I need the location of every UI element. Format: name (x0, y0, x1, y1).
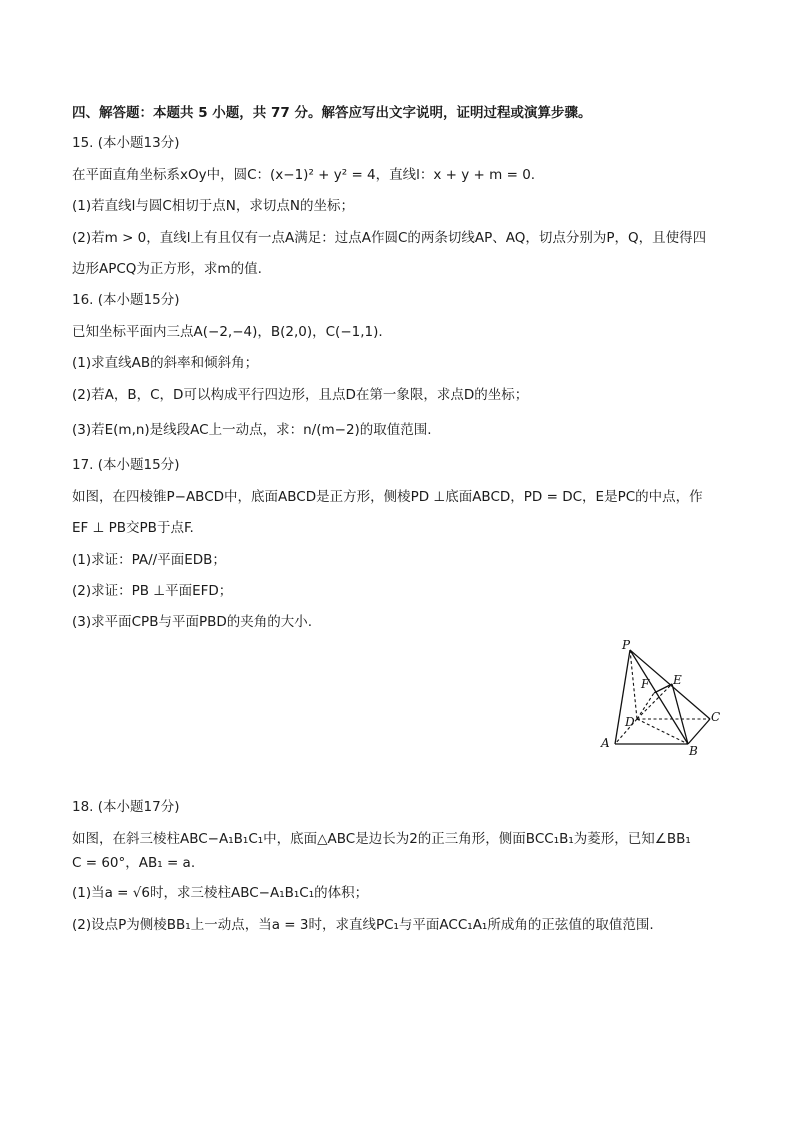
q15-part2-line1: (2)若m > 0，直线l上有且仅有一点A满足：过点A作圆C的两条切线AP、AQ，切点分别为P，Q，且使得四 (72, 230, 707, 246)
label-P: P (622, 638, 631, 652)
q15-header: 15. (本小题13分) (72, 135, 180, 151)
q17-stem-line2: EF ⊥ PB交PB于点F. (72, 520, 194, 536)
edge-EF (654, 684, 672, 693)
edge-PA (615, 650, 630, 744)
label-F: F (641, 677, 650, 691)
q15-stem: 在平面直角坐标系xOy中，圆C：(x−1)² + y² = 4，直线l：x + y + m = 0. (72, 167, 536, 183)
q17-part3: (3)求平面CPB与平面PBD的夹角的大小. (72, 614, 313, 630)
edge-DF (637, 693, 654, 719)
label-B: B (689, 744, 698, 758)
q16-part3: (3)若E(m,n)是线段AC上一动点，求：n/(m−2)的取值范围. (72, 422, 432, 438)
q16-part1: (1)求直线AB的斜率和倾斜角； (72, 355, 259, 371)
q17-part2: (2)求证：PB ⊥平面EFD； (72, 583, 233, 599)
edge-BC (688, 719, 710, 744)
q16-stem: 已知坐标平面内三点A(−2,−4)，B(2,0)，C(−1,1). (72, 324, 383, 340)
q18-header: 18. (本小题17分) (72, 799, 180, 815)
q18-stem-line2: C = 60°，AB₁ = a. (72, 855, 196, 871)
q18-part2: (2)设点P为侧棱BB₁上一动点，当a = 3时，求直线PC₁与平面ACC₁A₁所成角的正弦值的取值范围. (72, 917, 654, 933)
label-E: E (673, 673, 682, 687)
q17-part1: (1)求证：PA//平面EDB； (72, 552, 226, 568)
label-A: A (601, 736, 610, 750)
q17-stem-line1: 如图，在四棱锥P−ABCD中，底面ABCD是正方形，侧棱PD ⊥底面ABCD，PD = DC，E是PC的中点，作 (72, 489, 703, 505)
label-D: D (625, 715, 635, 729)
q15-part2-line2: 边形APCQ为正方形，求m的值. (72, 261, 262, 277)
q17-header: 17. (本小题15分) (72, 457, 180, 473)
pyramid-figure (595, 636, 725, 758)
q16-part2: (2)若A，B，C，D可以构成平行四边形，且点D在第一象限，求点D的坐标； (72, 387, 529, 403)
q16-header: 16. (本小题15分) (72, 292, 180, 308)
q18-part1: (1)当a = √6时，求三棱柱ABC−A₁B₁C₁的体积； (72, 885, 369, 901)
label-C: C (711, 710, 721, 724)
q18-stem-line1: 如图，在斜三棱柱ABC−A₁B₁C₁中，底面△ABC是边长为2的正三角形，侧面BCC₁B₁为菱形，已知∠BB₁ (72, 831, 691, 847)
q15-part1: (1)若直线l与圆C相切于点N，求切点N的坐标； (72, 198, 354, 214)
section-title: 四、解答题：本题共 5 小题，共 77 分。解答应写出文字说明，证明过程或演算步骤。 (72, 105, 592, 121)
